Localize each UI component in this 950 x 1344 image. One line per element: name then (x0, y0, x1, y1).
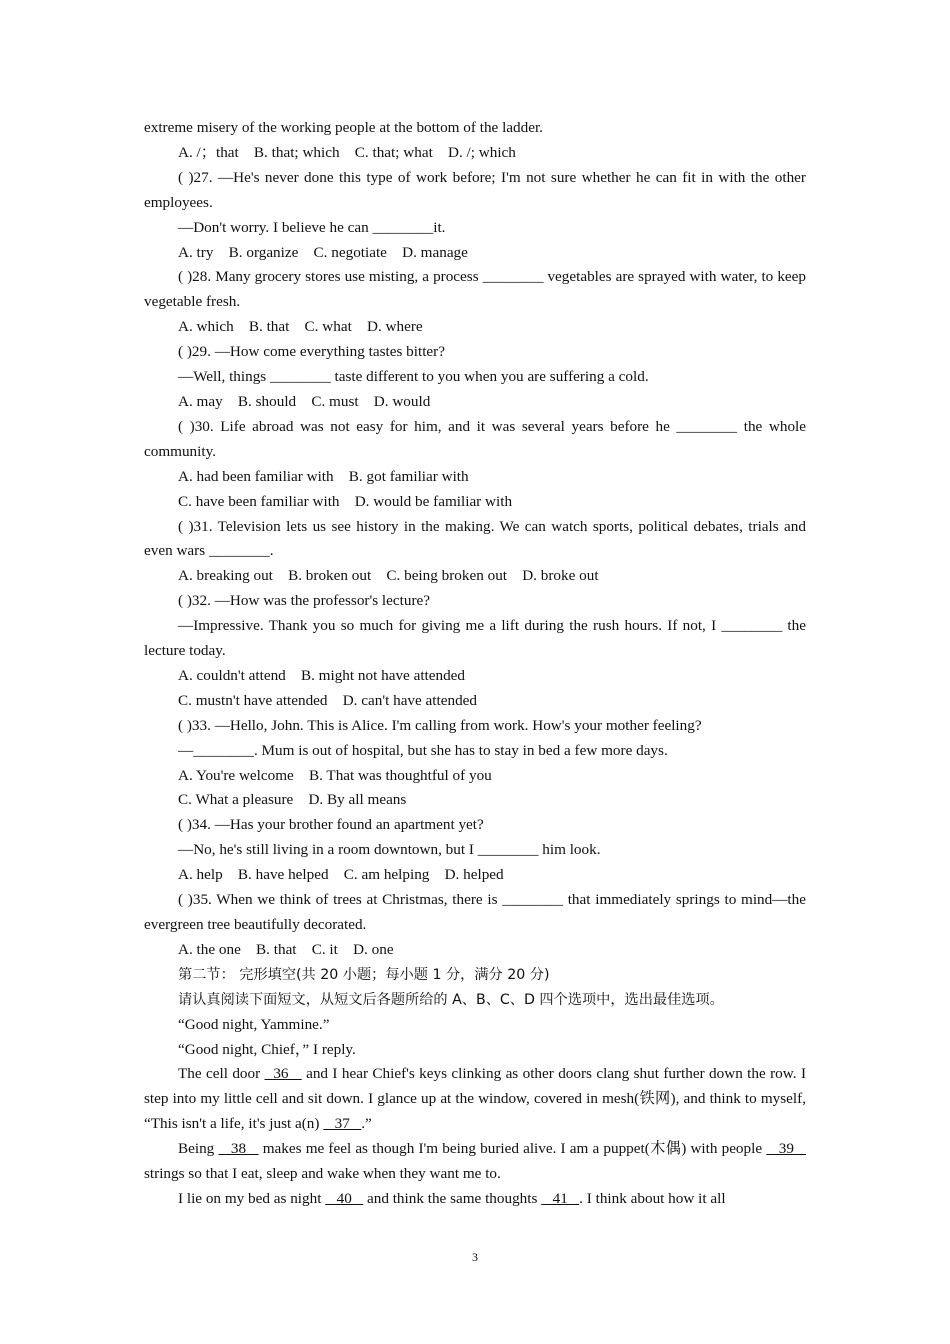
dialogue-line: —Impressive. Thank you so much for giving me a lift during the rush hours. If not, I ________ the lecture today. (144, 617, 806, 660)
options-line: C. have been familiar with D. would be familiar with (178, 492, 513, 510)
passage-paragraph (144, 1062, 806, 1137)
question-30: ( )30. Life abroad was not easy for him, and it was several years before he ________ the whole community. (144, 417, 806, 460)
passage-line: “Good night, Yammine.” (178, 1015, 330, 1033)
options-line: A. You're welcome B. That was thoughtful of you (178, 766, 492, 784)
passage-text: Being (178, 1140, 219, 1158)
passage-text: and think the same thoughts (363, 1189, 542, 1207)
options-line: A. breaking out B. broken out C. being broken out D. broke out (178, 567, 599, 585)
section-instructions: 请认真阅读下面短文，从短文后各题所给的 A、B、C、D 四个选项中，选出最佳选项。 (178, 991, 724, 1008)
options-line: A. couldn't attend B. might not have attended (178, 666, 466, 684)
section-heading: 第二节： 完形填空(共 20 小题；每小题 1 分，满分 20 分) (178, 966, 550, 983)
passage-text: I lie on my bed as night (178, 1189, 326, 1207)
question-31: ( )31. Television lets us see history in the making. We can watch sports, political debates, trials and even wars ________. (144, 517, 806, 560)
blank-39: 39 (766, 1140, 807, 1158)
passage-text: The cell door (178, 1065, 265, 1083)
blank-38: 38 (218, 1140, 259, 1158)
options-line: A. which B. that C. what D. where (178, 318, 423, 336)
page-body (144, 116, 806, 1212)
passage-text: makes me feel as though I'm being buried alive. I am a puppet(木偶) with people (258, 1140, 767, 1158)
dialogue-line: —Well, things ________ taste different to you when you are suffering a cold. (178, 368, 649, 386)
question-33: ( )33. —Hello, John. This is Alice. I'm calling from work. How's your mother feeling? (178, 716, 702, 734)
passage-text: strings so that I eat, sleep and wake when they want me to. (144, 1165, 501, 1183)
dialogue-line: —________. Mum is out of hospital, but she has to stay in bed a few more days. (178, 741, 668, 759)
question-28: ( )28. Many grocery stores use misting, a process ________ vegetables are sprayed with water, to keep vegetable fresh. (144, 268, 806, 311)
options-line: A. had been familiar with B. got familiar with (178, 467, 469, 485)
options-line: A. help B. have helped C. am helping D. helped (178, 866, 504, 884)
passage-paragraph (144, 1137, 806, 1187)
blank-36: 36 (264, 1065, 302, 1083)
blank-40: 40 (325, 1189, 364, 1207)
text-line: extreme misery of the working people at the bottom of the ladder. (144, 119, 543, 136)
question-32: ( )32. —How was the professor's lecture? (178, 592, 430, 610)
passage-text: .” (361, 1115, 372, 1133)
dialogue-line: —No, he's still living in a room downtown, but I ________ him look. (178, 841, 601, 859)
dialogue-line: —Don't worry. I believe he can ________it. (178, 218, 446, 236)
passage-line: “Good night, Chief，” I reply. (178, 1040, 356, 1058)
passage-text: . I think about how it all (579, 1189, 726, 1207)
page-number: 3 (472, 1250, 478, 1264)
question-29: ( )29. —How come everything tastes bitter? (178, 343, 445, 361)
options-line: C. mustn't have attended D. can't have attended (178, 691, 478, 709)
options-line: A. may B. should C. must D. would (178, 392, 431, 410)
question-34: ( )34. —Has your brother found an apartment yet? (178, 816, 484, 834)
options-line: A. /；that B. that; which C. that; what D. /; which (178, 143, 516, 161)
options-line: A. the one B. that C. it D. one (178, 940, 394, 958)
options-line: C. What a pleasure D. By all means (178, 791, 407, 809)
passage-paragraph (144, 1187, 806, 1212)
passage-text: and I hear Chief's keys clinking as other doors clang shut further down the row. I step into my little cell and sit down. I glance up at the window, covered in mesh(铁网), and think to myself, “This isn't a life, it's just a(n) (144, 1065, 807, 1133)
question-35: ( )35. When we think of trees at Christmas, there is ________ that immediately springs to mind—the evergreen tree beautifully decorated. (144, 891, 806, 933)
blank-37: 37 (323, 1115, 362, 1133)
blank-41: 41 (541, 1189, 580, 1207)
question-27: ( )27. —He's never done this type of work before; I'm not sure whether he can fit in with the other employees. (144, 168, 806, 211)
options-line: A. try B. organize C. negotiate D. manage (178, 243, 468, 261)
